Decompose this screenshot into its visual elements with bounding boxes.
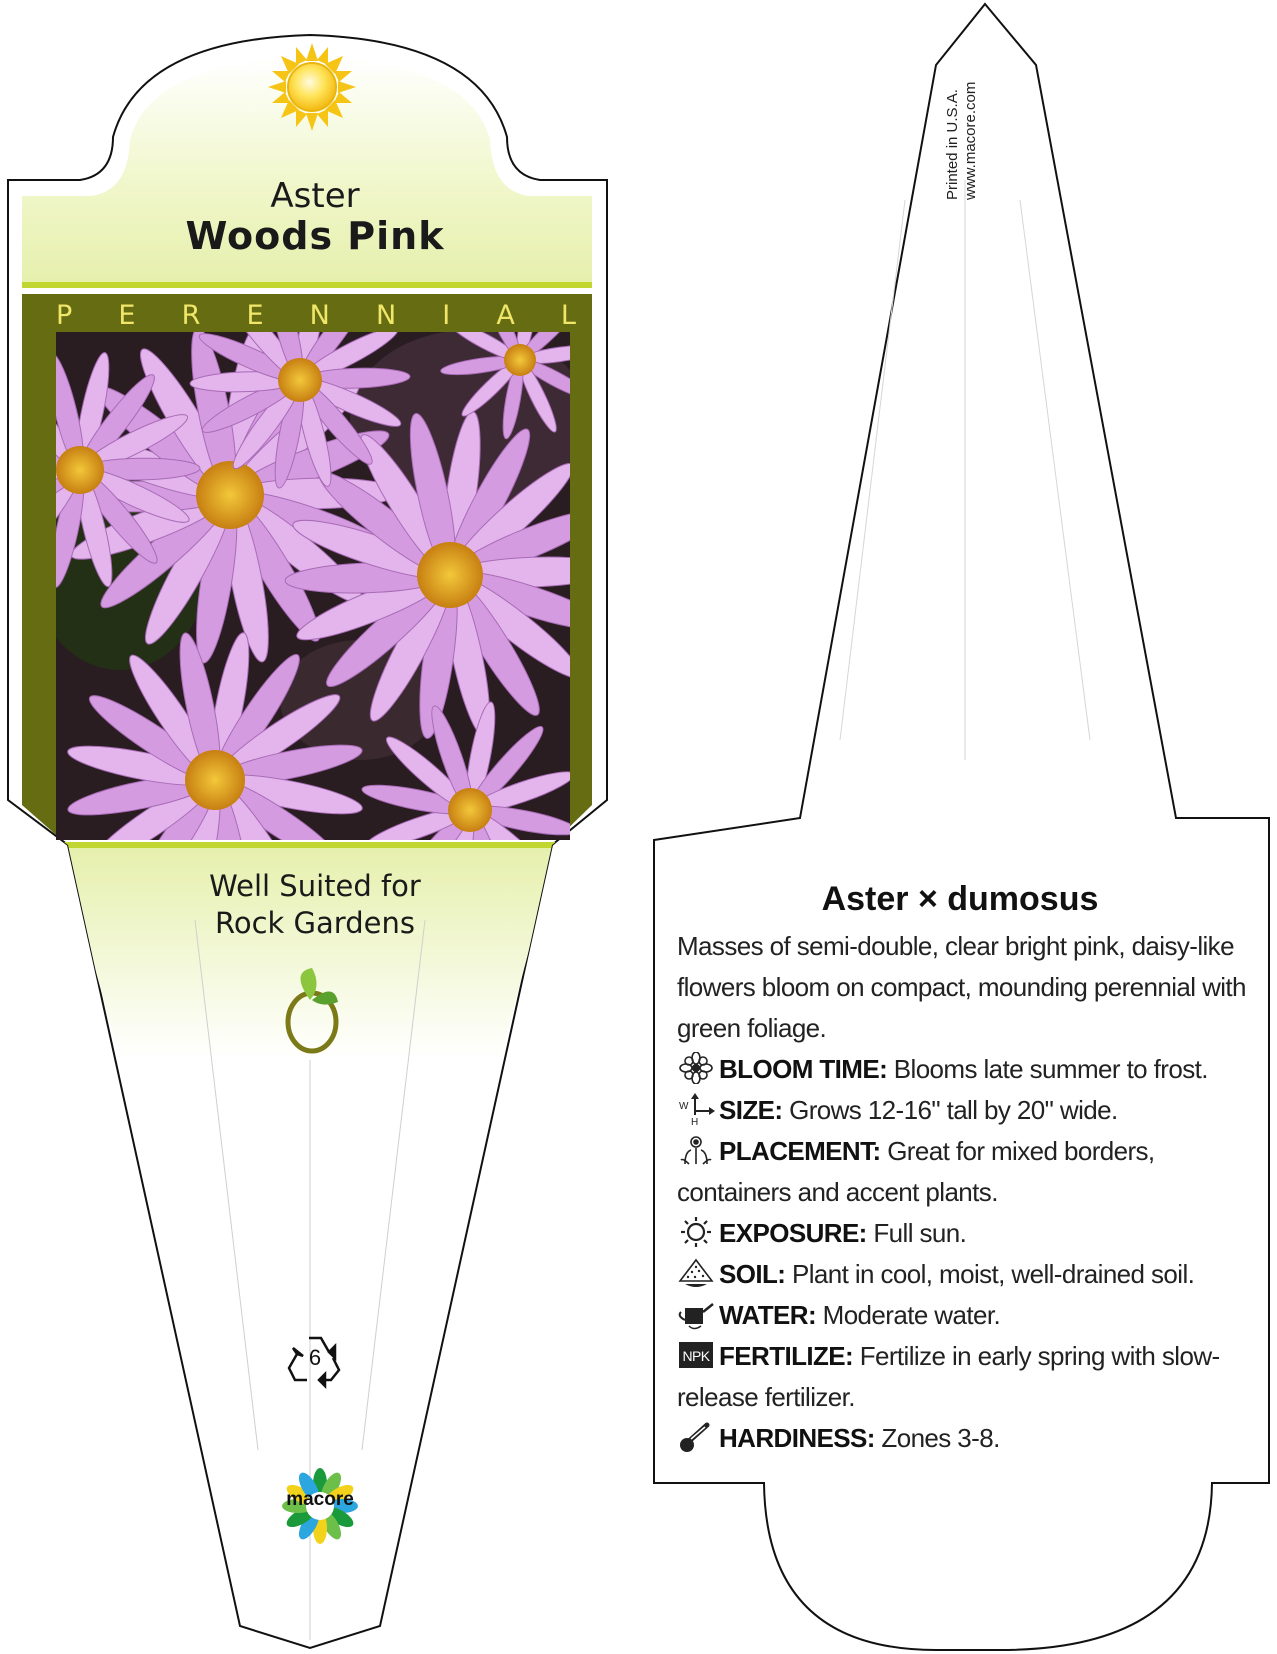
attr-soil	[677, 1254, 1252, 1295]
feature-text	[150, 868, 480, 942]
attr-label: HARDINESS:	[719, 1423, 875, 1453]
attr-text: Moderate water.	[822, 1300, 1001, 1330]
attr-fertilize	[677, 1336, 1252, 1418]
attr-text: Blooms late summer to frost.	[893, 1054, 1208, 1084]
flower-photo	[0, 270, 615, 930]
attr-text: Full sun.	[873, 1218, 967, 1248]
category-letter: I	[442, 300, 451, 331]
watering-can-icon	[677, 1298, 715, 1330]
care-info	[677, 926, 1252, 1459]
plant-genus: Aster	[270, 176, 360, 216]
attr-text: Fertilize in early spring with slow-release fertilizer.	[677, 1341, 1220, 1412]
attr-text: Grows 12-16" tall by 20" wide.	[789, 1095, 1118, 1125]
feature-line: Rock Gardens	[215, 906, 415, 940]
svg-text:NPK: NPK	[682, 1348, 710, 1364]
placement-plants-icon	[677, 1134, 715, 1166]
printed-country: Printed in U.S.A.	[944, 89, 961, 200]
attr-label: PLACEMENT:	[719, 1136, 881, 1166]
category-letter: E	[118, 300, 136, 331]
printed-info	[944, 82, 980, 200]
attr-label: BLOOM TIME:	[719, 1054, 888, 1084]
svg-text:W: W	[679, 1101, 688, 1112]
plant-cultivar: Woods Pink	[185, 214, 445, 258]
feature-line: Well Suited for	[209, 869, 421, 903]
category-letter: L	[560, 300, 576, 331]
attr-size	[677, 1090, 1252, 1131]
attr-text: Great for mixed borders, containers and accent plants.	[677, 1136, 1155, 1207]
plant-description: Masses of semi-double, clear bright pink, daisy-like flowers bloom on compact, mounding perennial with green foliage.	[677, 931, 1246, 1043]
attr-label: SOIL:	[719, 1259, 786, 1289]
category-letter: N	[309, 300, 330, 331]
printed-website: www.macore.com	[962, 81, 979, 200]
category-letter: R	[181, 300, 201, 331]
category-letter: A	[496, 300, 515, 331]
npk-bag-icon	[677, 1339, 715, 1371]
brand-logo-text: macore	[286, 1489, 354, 1510]
thermometer-icon	[677, 1421, 715, 1453]
category-letter: P	[56, 300, 73, 331]
attr-hardiness	[677, 1418, 1252, 1459]
full-sun-icon	[268, 43, 356, 131]
svg-text:H: H	[691, 1117, 698, 1125]
attr-text: Plant in cool, moist, well-drained soil.	[791, 1259, 1195, 1289]
category-letter: N	[375, 300, 397, 331]
soil-pile-icon	[677, 1257, 715, 1289]
attr-placement	[677, 1131, 1252, 1213]
plant-category	[56, 300, 576, 331]
attr-text: Zones 3-8.	[881, 1423, 1000, 1453]
flower-icon	[677, 1052, 715, 1084]
botanical-name: Aster × dumosus	[821, 880, 1099, 918]
attr-label: FERTILIZE:	[719, 1341, 854, 1371]
category-letter: E	[246, 300, 264, 331]
attr-label: WATER:	[719, 1300, 817, 1330]
attr-label: EXPOSURE:	[719, 1218, 867, 1248]
recycle-code: 6	[308, 1345, 322, 1370]
attr-bloom-time	[677, 1049, 1252, 1090]
attr-exposure	[677, 1213, 1252, 1254]
sun-icon	[677, 1216, 715, 1248]
size-arrows-icon	[677, 1093, 715, 1125]
attr-label: SIZE:	[719, 1095, 783, 1125]
attr-water	[677, 1295, 1252, 1336]
